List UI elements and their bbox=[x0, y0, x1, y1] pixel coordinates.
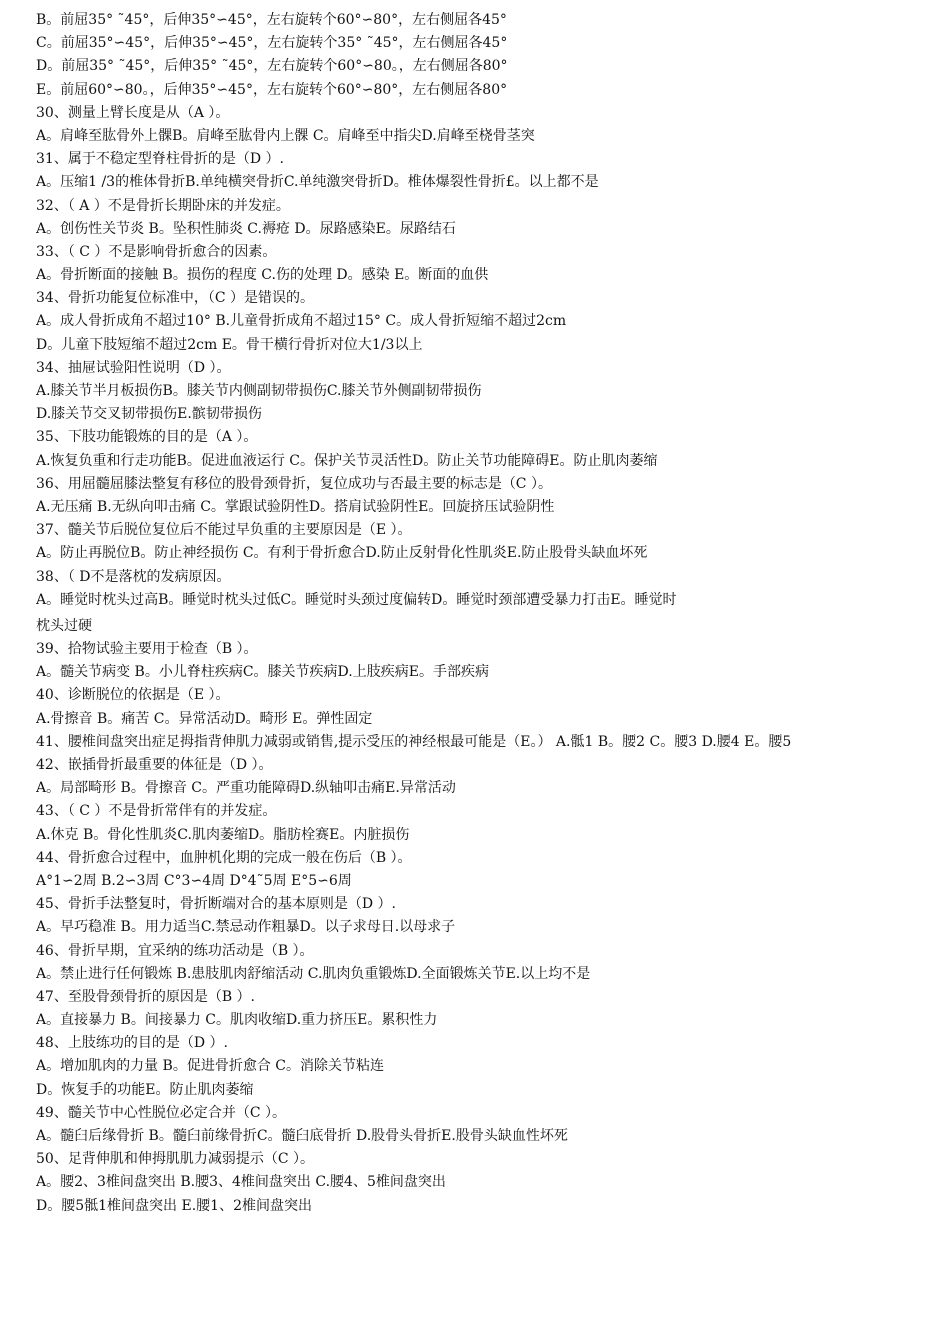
text-line: 37、髓关节后脱位复位后不能过早负重的主要原因是（E ）。 bbox=[36, 522, 412, 539]
text-line: 35、下肢功能锻炼的目的是（A ）。 bbox=[36, 429, 258, 446]
text-line: D.膝关节交叉韧带损伤E.髌韧带损伤 bbox=[36, 406, 262, 423]
text-line: 40、诊断脱位的依据是（E ）。 bbox=[36, 687, 230, 704]
text-line: A。增加肌肉的力量 B。促进骨折愈合 C。消除关节粘连 bbox=[36, 1058, 385, 1075]
text-line: A。压缩1 /3的椎体骨折B.单纯横突骨折C.单纯激突骨折D。椎体爆裂性骨折£。以上都不是 bbox=[36, 174, 599, 191]
text-line: A.休克 B。骨化性肌炎C.肌肉萎缩D。脂肪栓赛E。内脏损伤 bbox=[36, 826, 410, 843]
text-line: 38、（ D不是落枕的发病原因。 bbox=[36, 568, 231, 585]
text-line: 48、上肢练功的目的是（D ）. bbox=[36, 1035, 228, 1052]
text-line: A。睡觉时枕头过高B。睡觉时枕头过低C。睡觉时头颈过度偏转D。睡觉时颈部遭受暴力打击E。睡觉时 bbox=[36, 591, 677, 608]
text-line: A。肩峰至肱骨外上髁B。肩峰至肱骨内上髁 C。肩峰至中指尖D.肩峰至桡骨茎突 bbox=[36, 127, 535, 144]
text-line: A.无压痛 B.无纵向叩击痛 C。掌跟试验阴性D。搭肩试验阴性E。回旋挤压试验阴性 bbox=[36, 498, 555, 515]
text-line: 31、属于不稳定型脊柱骨折的是（D ）. bbox=[36, 151, 284, 168]
text-line: D。腰5骶1椎间盘突出 E.腰1、2椎间盘突出 bbox=[36, 1197, 312, 1214]
text-line: A。成人骨折成角不超过10° B.儿童骨折成角不超过15° C。成人骨折短缩不超过2cm bbox=[36, 313, 567, 330]
document-page bbox=[36, 9, 926, 1218]
text-line: B。前屈35° ˜45°，后伸35°∽45°，左右旋转个60°∽80°，左右侧屈各45° bbox=[36, 12, 507, 28]
text-line: A°1∽2周 B.2∽3周 C°3∽4周 D°4˜5周 E°5∽6周 bbox=[36, 872, 352, 889]
text-line: A.骨擦音 B。痛苦 C。异常活动D。畸形 E。弹性固定 bbox=[36, 710, 373, 727]
text-line: 41、腰椎间盘突出症足拇指背伸肌力减弱或销售,提示受压的神经根最可能是（E。） A.骶1 B。腰2 C。腰3 D.腰4 E。腰5 bbox=[36, 733, 792, 750]
text-line: A。髓臼后缘骨折 B。髓臼前缘骨折C。髓臼底骨折 D.股骨头骨折E.股骨头缺血性坏死 bbox=[36, 1128, 568, 1144]
text-line: A。髓关节病变 B。小儿脊柱疾病C。膝关节疾病D.上肢疾病E。手部疾病 bbox=[36, 664, 489, 681]
text-line: A。直接暴力 B。间接暴力 C。肌肉收缩D.重力挤压E。累积性力 bbox=[36, 1012, 438, 1029]
text-line: 44、骨折愈合过程中，血肿机化期的完成一般在伤后（B ）。 bbox=[36, 849, 412, 866]
text-line: A。防止再脱位B。防止神经损伤 C。有利于骨折愈合D.防止反射骨化性肌炎E.防止股骨头缺血坏死 bbox=[36, 545, 648, 562]
text-line: 45、骨折手法整复时，骨折断端对合的基本原则是（D ）. bbox=[36, 896, 396, 913]
text-line: 43、（ C ）不是骨折常伴有的并发症。 bbox=[36, 803, 277, 820]
text-line: 49、髓关节中心性脱位必定合并（C ）。 bbox=[36, 1104, 286, 1121]
text-line: A.膝关节半月板损伤B。膝关节内侧副韧带损伤C.膝关节外侧副韧带损伤 bbox=[36, 383, 482, 399]
text-line: 46、骨折早期，宜采纳的练功活动是（B ）。 bbox=[36, 942, 314, 959]
text-line: A。局部畸形 B。骨擦音 C。严重功能障碍D.纵轴叩击痛E.异常活动 bbox=[36, 780, 456, 797]
text-line: 36、用屈髓屈膝法整复有移位的股骨颈骨折，复位成功与否最主要的标志是（C ）。 bbox=[36, 475, 552, 492]
text-line: 30、测量上臂长度是从（A ）。 bbox=[36, 104, 230, 121]
text-line: 50、足背伸肌和伸拇肌肌力减弱提示（C ）。 bbox=[36, 1151, 314, 1168]
text-line: D。儿童下肢短缩不超过2cm E。骨干横行骨折对位大1/3以上 bbox=[36, 336, 423, 353]
text-line: 34、骨折功能复位标准中，（C ）是错误的。 bbox=[36, 290, 314, 307]
text-line: A。早巧稳准 B。用力适当C.禁忌动作粗暴D。以子求母日.以母求子 bbox=[36, 919, 456, 936]
text-line: A。创伤性关节炎 B。坠积性肺炎 C.褥疮 D。尿路感染E。尿路结石 bbox=[36, 220, 456, 237]
text-line: A。骨折断面的接触 B。损伤的程度 C.伤的处理 D。感染 E。断面的血供 bbox=[36, 267, 489, 284]
text-line: 32、（ A ）不是骨折长期卧床的并发症。 bbox=[36, 197, 290, 214]
text-line: D。前屈35° ˜45°，后伸35° ˜45°，左右旋转个60°∽80。，左右侧屈各80° bbox=[36, 58, 508, 75]
text-line: E。前屈60°∽80。，后伸35°∽45°，左右旋转个60°∽80°，左右侧屈各80° bbox=[36, 81, 508, 98]
text-line: 47、至股骨颈骨折的原因是（B ）. bbox=[36, 988, 256, 1005]
text-line: 33、（ C ）不是影响骨折愈合的因素。 bbox=[36, 243, 277, 260]
text-line: A。腰2、3椎间盘突出 B.腰3、4椎间盘突出 C.腰4、5椎间盘突出 bbox=[36, 1174, 446, 1191]
text-line: 42、嵌插骨折最重要的体征是（D ）。 bbox=[36, 757, 273, 773]
text-line: 枕头过硬 bbox=[36, 617, 92, 634]
text-line: C。前屈35°∽45°，后伸35°∽45°，左右旋转个35° ˜45°，左右侧屈各45° bbox=[36, 35, 508, 52]
text-line: A。禁止进行任何锻炼 B.患肢肌肉舒缩活动 C.肌肉负重锻炼D.全面锻炼关节E.以上均不是 bbox=[36, 965, 591, 982]
text-line: D。恢复手的功能E。防止肌肉萎缩 bbox=[36, 1081, 254, 1098]
text-line: A.恢复负重和行走功能B。促进血液运行 C。保护关节灵活性D。防止关节功能障碍E。防止肌肉萎缩 bbox=[36, 452, 658, 469]
text-line: 39、拾物试验主要用于检查（B ）。 bbox=[36, 641, 258, 658]
text-line: 34、抽屉试验阳性说明（D ）。 bbox=[36, 359, 231, 376]
